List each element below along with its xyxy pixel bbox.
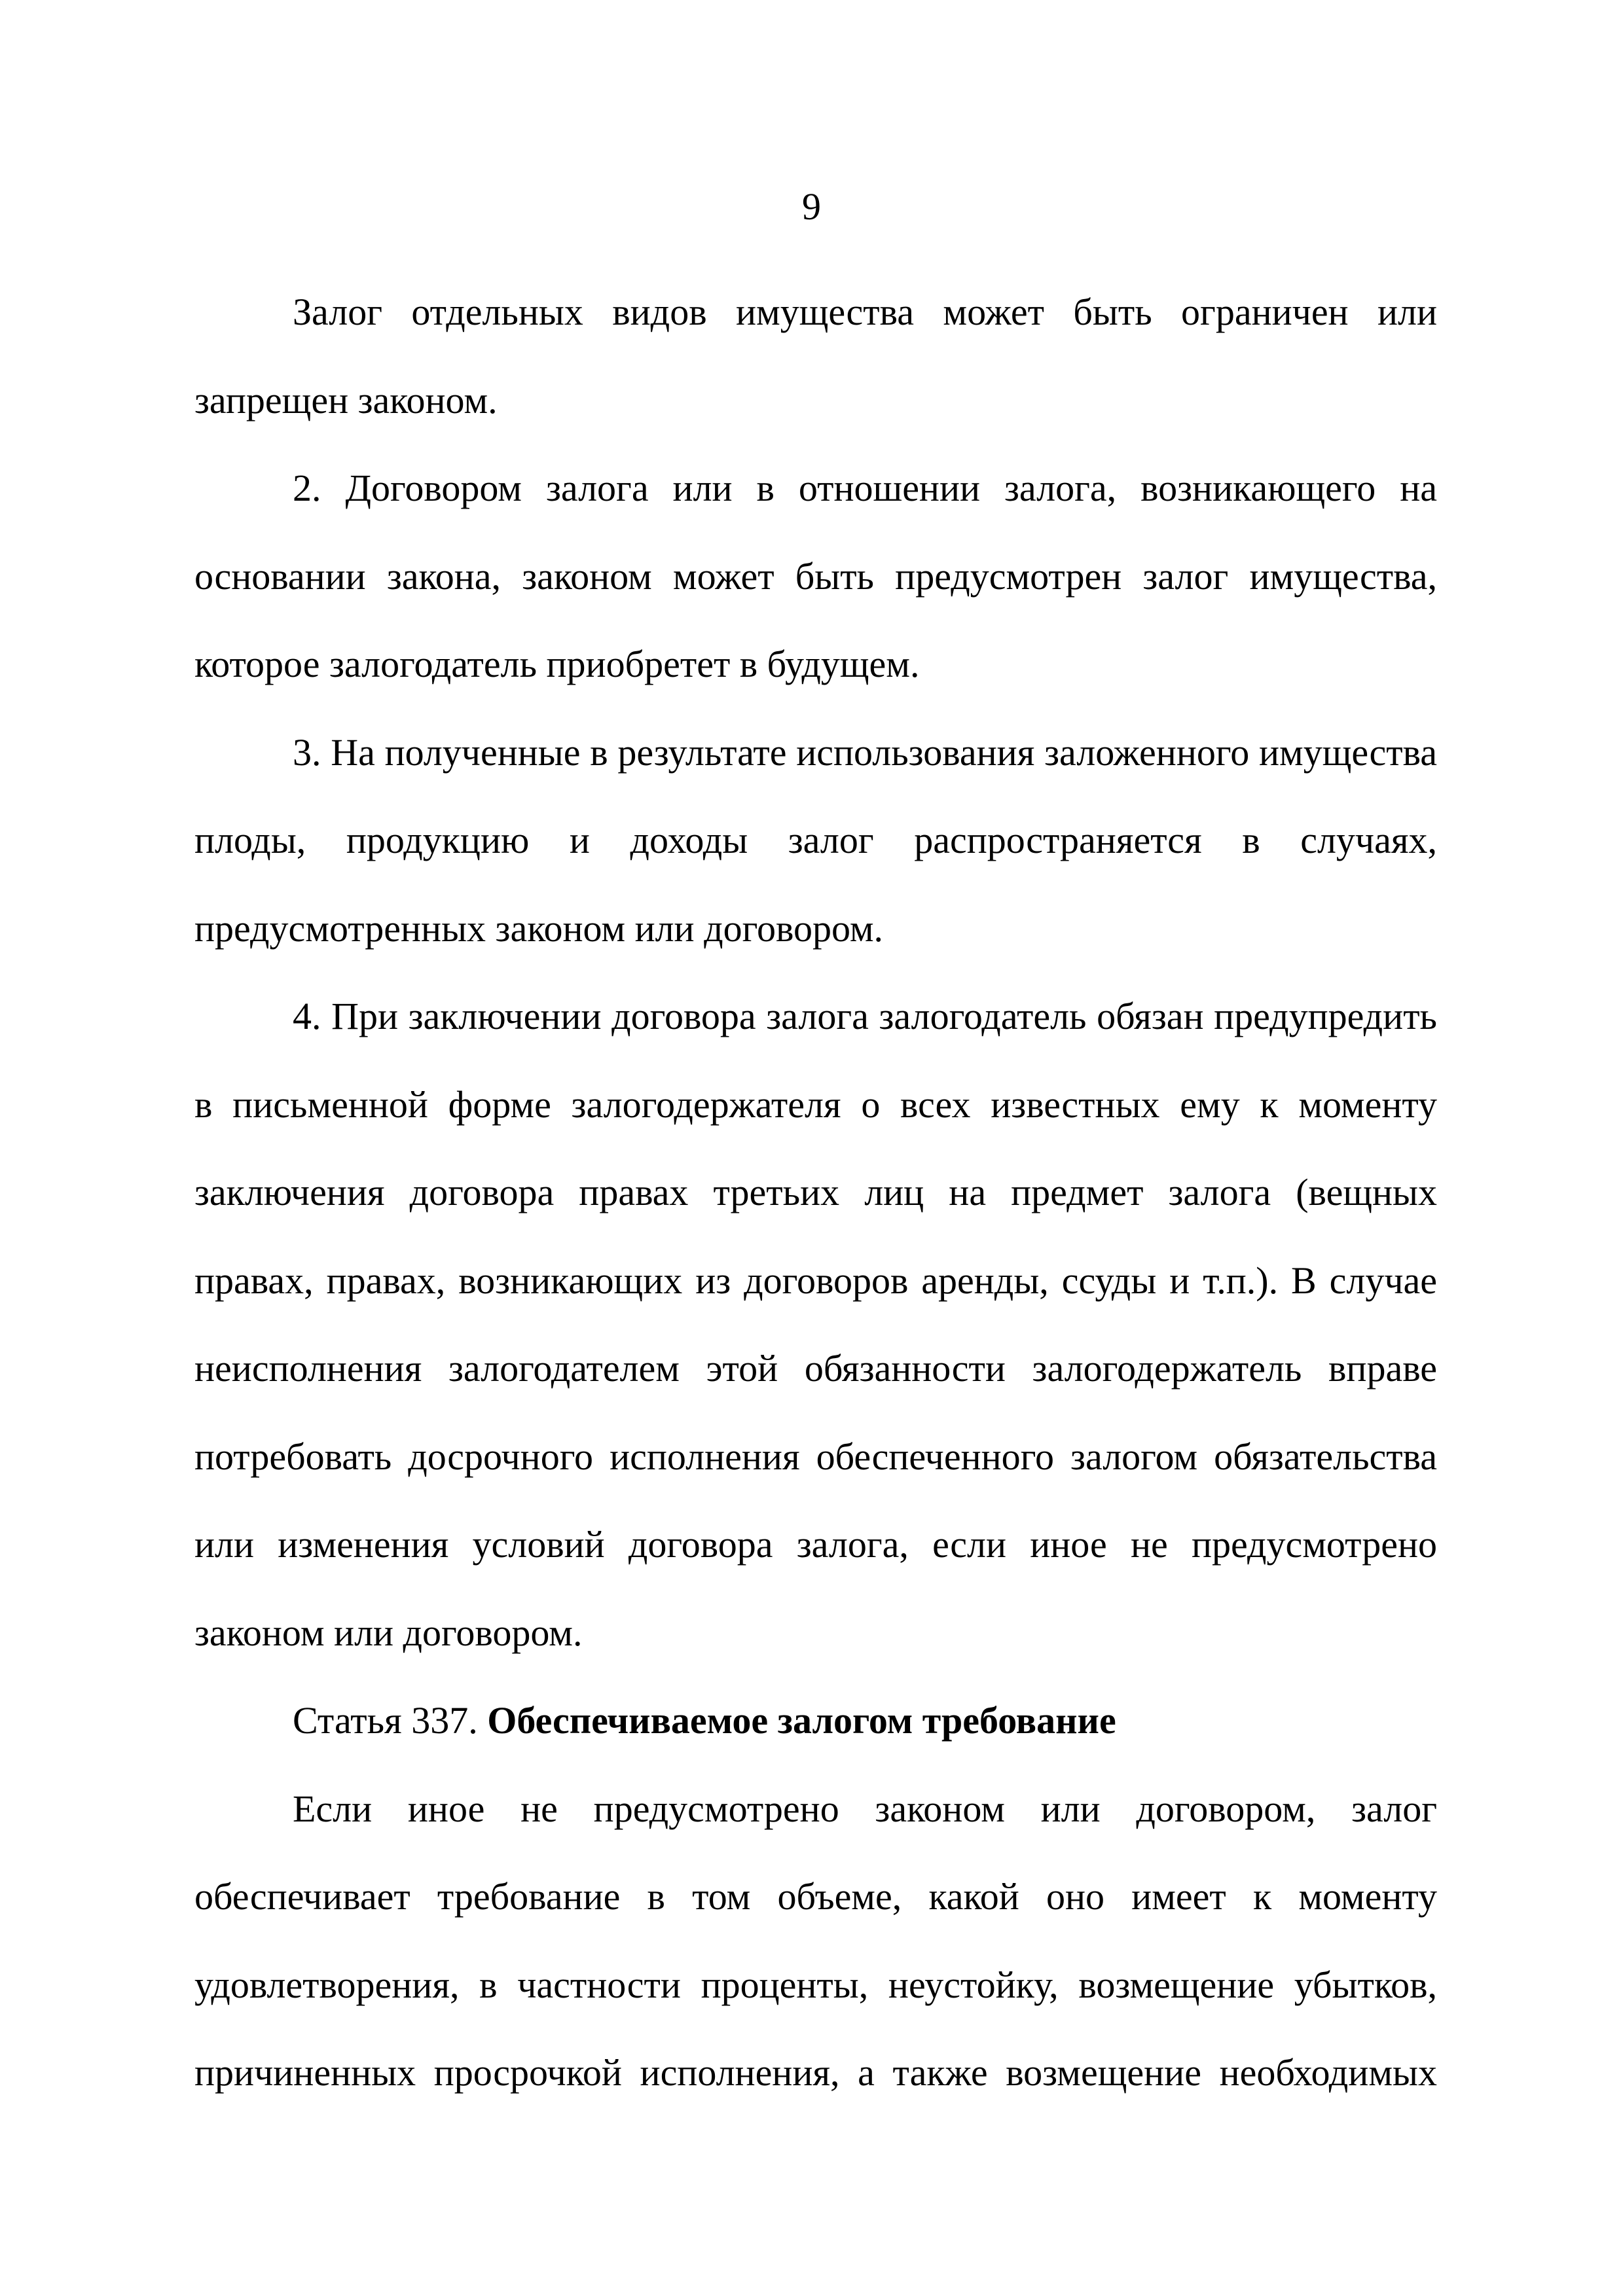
- article-paragraph: Если иное не предусмотрено законом или договором, залог обеспечивает требование в том объеме, какой оно имеет к моменту удовлетворения, в частности проценты, неустойку, возмещение убытков, причиненных просрочкой исполнения, а также возмещение необходимых: [194, 1787, 1437, 2094]
- paragraph-3-fruits-products: 3. На полученные в результате использования заложенного имущества плоды, продукцию и доходы залог распространяется в случаях, предусмотренных законом или договором.: [194, 730, 1437, 950]
- paragraph-2-future-property: 2. Договором залога или в отношении залога, возникающего на основании закона, законом может быть предусмотрен залог имущества, которое залогодатель приобретет в будущем.: [194, 467, 1437, 685]
- article-heading: [194, 1677, 1437, 1765]
- paragraph-4-third-party-rights: 4. При заключении договора залога залогодатель обязан предупредить в письменной форме залогодержателя о всех известных ему к моменту заключения договора правах третьих лиц на предмет залога (вещных правах, правах, возникающих из договоров аренды, ссуды и т.п.). В случае неисполнения залогодателем этой обязанности залогодержатель вправе потребовать досрочного исполнения обеспеченного залогом обязательства или изменения условий договора залога, если иное не предусмотрено законом или договором.: [194, 995, 1437, 1654]
- article-label: Статья 337.: [293, 1699, 478, 1742]
- paragraph-pledge-restriction: Залог отдельных видов имущества может быть ограничен или запрещен законом.: [194, 291, 1437, 422]
- article-title: Обеспечиваемое залогом требование: [487, 1699, 1116, 1742]
- document-body: [194, 268, 1437, 2117]
- page-number: 9: [802, 185, 821, 228]
